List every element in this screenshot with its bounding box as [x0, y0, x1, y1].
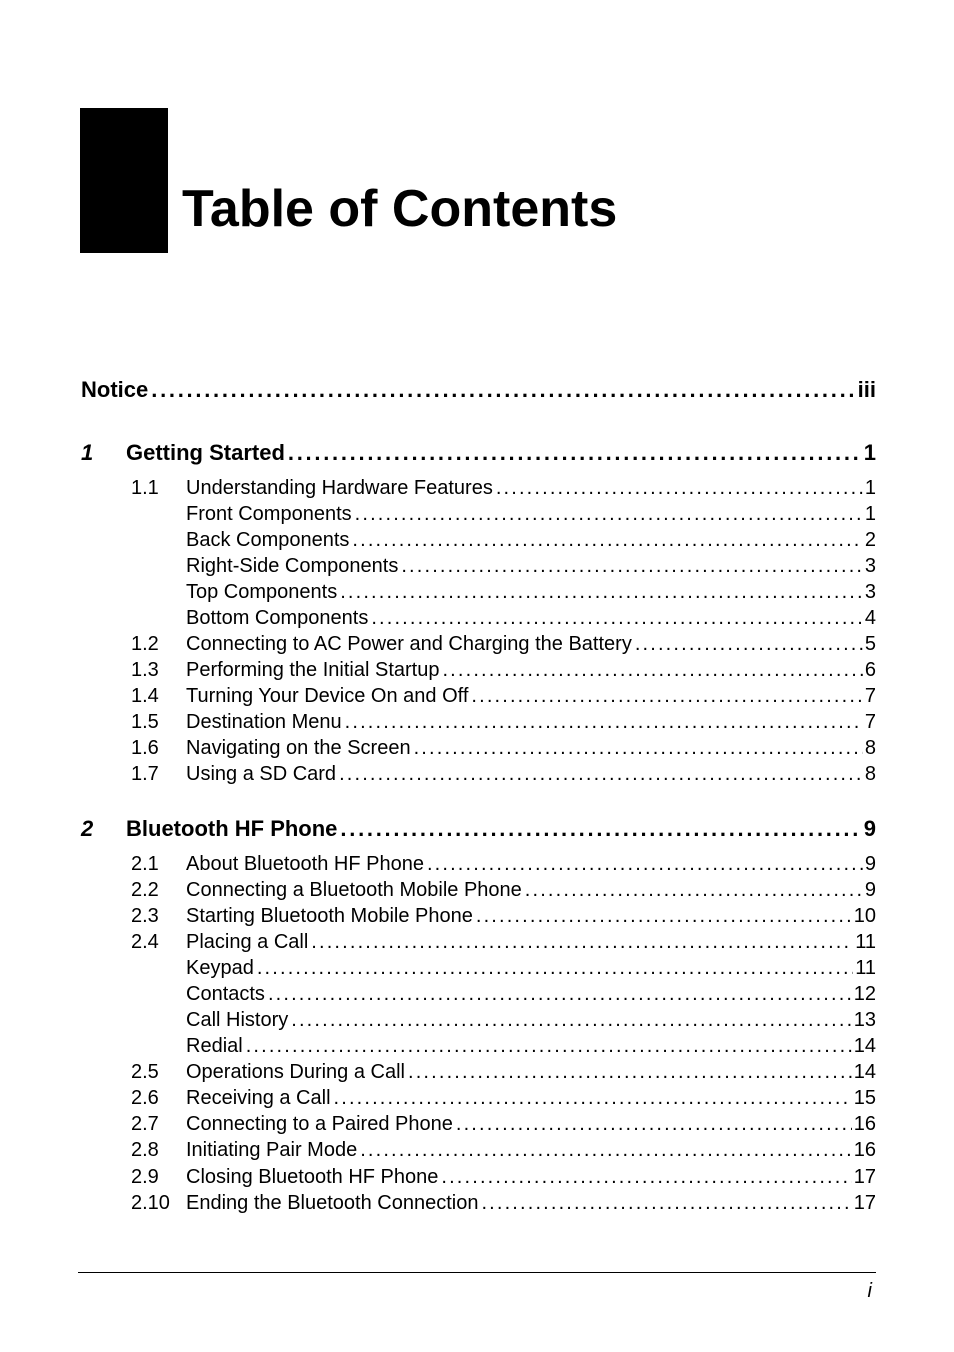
- toc-entry-chapter-1[interactable]: [126, 440, 876, 466]
- toc-entry-section[interactable]: [186, 1164, 876, 1190]
- toc-entry-section[interactable]: [186, 903, 876, 929]
- toc-page-number: 11: [855, 931, 876, 953]
- toc-entry-label: Contacts: [186, 983, 265, 1005]
- toc-page-number: 5: [864, 633, 876, 655]
- toc-page-number: 1: [863, 440, 876, 465]
- dot-leader: [453, 1111, 852, 1137]
- section-number: 2.2: [131, 879, 159, 901]
- dot-leader: [265, 981, 852, 1007]
- toc-entry-subsection[interactable]: [186, 1033, 876, 1059]
- toc-entry-section[interactable]: [186, 1059, 876, 1085]
- toc-entry-label: Redial: [186, 1035, 243, 1057]
- dot-leader: [438, 1164, 851, 1190]
- toc-entry-label: Top Components: [186, 581, 338, 603]
- dot-leader: [522, 877, 863, 903]
- dot-leader: [478, 1190, 851, 1216]
- toc-page-number: 16: [853, 1139, 876, 1161]
- dot-leader: [308, 929, 853, 955]
- toc-entry-section[interactable]: [186, 1111, 876, 1137]
- toc-entry-section[interactable]: [186, 1137, 876, 1163]
- chapter-number: 1: [81, 440, 94, 465]
- toc-entry-subsection[interactable]: [186, 955, 876, 981]
- dot-leader: [357, 1137, 852, 1163]
- section-number: 2.4: [131, 931, 159, 953]
- toc-page-number: 16: [853, 1113, 876, 1135]
- page-title: Table of Contents: [182, 180, 618, 238]
- toc-entry-label: Ending the Bluetooth Connection: [186, 1192, 479, 1214]
- toc-entry-label: Connecting to AC Power and Charging the Battery: [186, 633, 632, 655]
- dot-leader: [473, 903, 852, 929]
- toc-entry-label: Using a SD Card: [186, 763, 337, 785]
- toc-entry-section[interactable]: [186, 851, 876, 877]
- toc-entry-section[interactable]: [186, 709, 876, 735]
- toc-entry-label: Turning Your Device On and Off: [186, 685, 469, 707]
- dot-leader: [254, 955, 853, 981]
- dot-leader: [349, 527, 862, 553]
- toc-page-number: 9: [863, 816, 876, 841]
- toc-entry-section[interactable]: [186, 735, 876, 761]
- toc-entry-label: Call History: [186, 1009, 289, 1031]
- dot-leader: [468, 683, 862, 709]
- toc-entry-section[interactable]: [186, 1190, 876, 1216]
- toc-page-number: 8: [864, 763, 876, 785]
- toc-entry-label: Performing the Initial Startup: [186, 659, 440, 681]
- toc-entry-chapter-2[interactable]: [126, 816, 876, 842]
- section-number: 2.1: [131, 853, 159, 875]
- toc-entry-label: Bottom Components: [186, 607, 369, 629]
- toc-entry-label: Right-Side Components: [186, 555, 399, 577]
- toc-page-number: 1: [864, 477, 876, 499]
- toc-entry-section[interactable]: [186, 1085, 876, 1111]
- toc-page-number: 9: [864, 879, 876, 901]
- section-number: 1.1: [131, 477, 159, 499]
- footer-rule: [78, 1272, 876, 1273]
- toc-entry-section[interactable]: [186, 475, 876, 501]
- toc-entry-label: Back Components: [186, 529, 350, 551]
- toc-entry-label: Navigating on the Screen: [186, 737, 411, 759]
- section-number: 1.2: [131, 633, 159, 655]
- toc-page-number: 3: [864, 581, 876, 603]
- section-number: 2.7: [131, 1113, 159, 1135]
- toc-entry-label: Placing a Call: [186, 931, 309, 953]
- page-number: i: [867, 1280, 872, 1302]
- toc-entry-label: Initiating Pair Mode: [186, 1139, 358, 1161]
- toc-entry-subsection[interactable]: [186, 605, 876, 631]
- toc-entry-label: Receiving a Call: [186, 1087, 331, 1109]
- toc-page-number: 3: [864, 555, 876, 577]
- dot-leader: [331, 1085, 852, 1111]
- toc-entry-subsection[interactable]: [186, 579, 876, 605]
- toc-entry-subsection[interactable]: [186, 981, 876, 1007]
- toc-page-number: 8: [864, 737, 876, 759]
- toc-entry-label: Understanding Hardware Features: [186, 477, 493, 499]
- toc-page-number: 13: [853, 1009, 876, 1031]
- toc-entry-subsection[interactable]: [186, 501, 876, 527]
- toc-entry-section[interactable]: [186, 683, 876, 709]
- toc-entry-section[interactable]: [186, 657, 876, 683]
- section-number: 2.9: [131, 1166, 159, 1188]
- section-number: 2.5: [131, 1061, 159, 1083]
- dot-leader: [439, 657, 862, 683]
- dot-leader: [243, 1033, 852, 1059]
- toc-entry-label: Keypad: [186, 957, 254, 979]
- toc-entry-section[interactable]: [186, 631, 876, 657]
- section-number: 1.5: [131, 711, 159, 733]
- dot-leader: [336, 761, 863, 787]
- chapter-black-tab: [80, 108, 168, 253]
- dot-leader: [424, 851, 863, 877]
- toc-entry-label: About Bluetooth HF Phone: [186, 853, 424, 875]
- toc-entry-section[interactable]: [186, 761, 876, 787]
- toc-page-number: 14: [853, 1061, 876, 1083]
- toc-page-number: 7: [864, 711, 876, 733]
- dot-leader: [285, 440, 862, 466]
- section-number: 2.10: [131, 1192, 170, 1214]
- toc-page-number: 9: [864, 853, 876, 875]
- dot-leader: [368, 605, 863, 631]
- toc-entry-label: Destination Menu: [186, 711, 342, 733]
- dot-leader: [352, 501, 863, 527]
- toc-page-number: iii: [857, 377, 876, 402]
- toc-entry-label: Bluetooth HF Phone: [126, 816, 338, 841]
- toc-page-number: 15: [853, 1087, 876, 1109]
- toc-page-number: 11: [855, 957, 876, 979]
- dot-leader: [342, 709, 863, 735]
- section-number: 2.8: [131, 1139, 159, 1161]
- section-number: 2.6: [131, 1087, 159, 1109]
- toc-page-number: 4: [864, 607, 876, 629]
- toc-page-number: 14: [853, 1035, 876, 1057]
- toc-entry-subsection[interactable]: [186, 1007, 876, 1033]
- section-number: 1.6: [131, 737, 159, 759]
- dot-leader: [411, 735, 863, 761]
- toc-entry-subsection[interactable]: [186, 527, 876, 553]
- toc-entry-label: Front Components: [186, 503, 352, 525]
- toc-entry-label: Connecting to a Paired Phone: [186, 1113, 453, 1135]
- toc-entry-subsection[interactable]: [186, 553, 876, 579]
- toc-page-number: 2: [864, 529, 876, 551]
- section-number: 2.3: [131, 905, 159, 927]
- dot-leader: [148, 377, 855, 403]
- toc-entry-label: Getting Started: [126, 440, 285, 465]
- toc-entry-label: Operations During a Call: [186, 1061, 405, 1083]
- toc-page-number: 17: [853, 1192, 876, 1214]
- toc-entry-label: Closing Bluetooth HF Phone: [186, 1166, 439, 1188]
- dot-leader: [632, 631, 863, 657]
- toc-entry-label: Starting Bluetooth Mobile Phone: [186, 905, 473, 927]
- toc-page-number: 7: [864, 685, 876, 707]
- toc-entry-section[interactable]: [186, 877, 876, 903]
- toc-page-number: 10: [853, 905, 876, 927]
- toc-page-number: 17: [853, 1166, 876, 1188]
- toc-page-number: 12: [853, 983, 876, 1005]
- dot-leader: [493, 475, 863, 501]
- toc-entry-label: Connecting a Bluetooth Mobile Phone: [186, 879, 522, 901]
- toc-page-number: 1: [864, 503, 876, 525]
- section-number: 1.7: [131, 763, 159, 785]
- section-number: 1.3: [131, 659, 159, 681]
- chapter-number: 2: [81, 816, 94, 841]
- dot-leader: [288, 1007, 852, 1033]
- toc-entry-section[interactable]: [186, 929, 876, 955]
- toc-page-number: 6: [864, 659, 876, 681]
- dot-leader: [337, 579, 863, 605]
- toc-entry-notice[interactable]: [81, 377, 876, 403]
- section-number: 1.4: [131, 685, 159, 707]
- toc-entry-label: Notice: [81, 377, 149, 402]
- dot-leader: [398, 553, 863, 579]
- dot-leader: [405, 1059, 852, 1085]
- dot-leader: [337, 816, 861, 842]
